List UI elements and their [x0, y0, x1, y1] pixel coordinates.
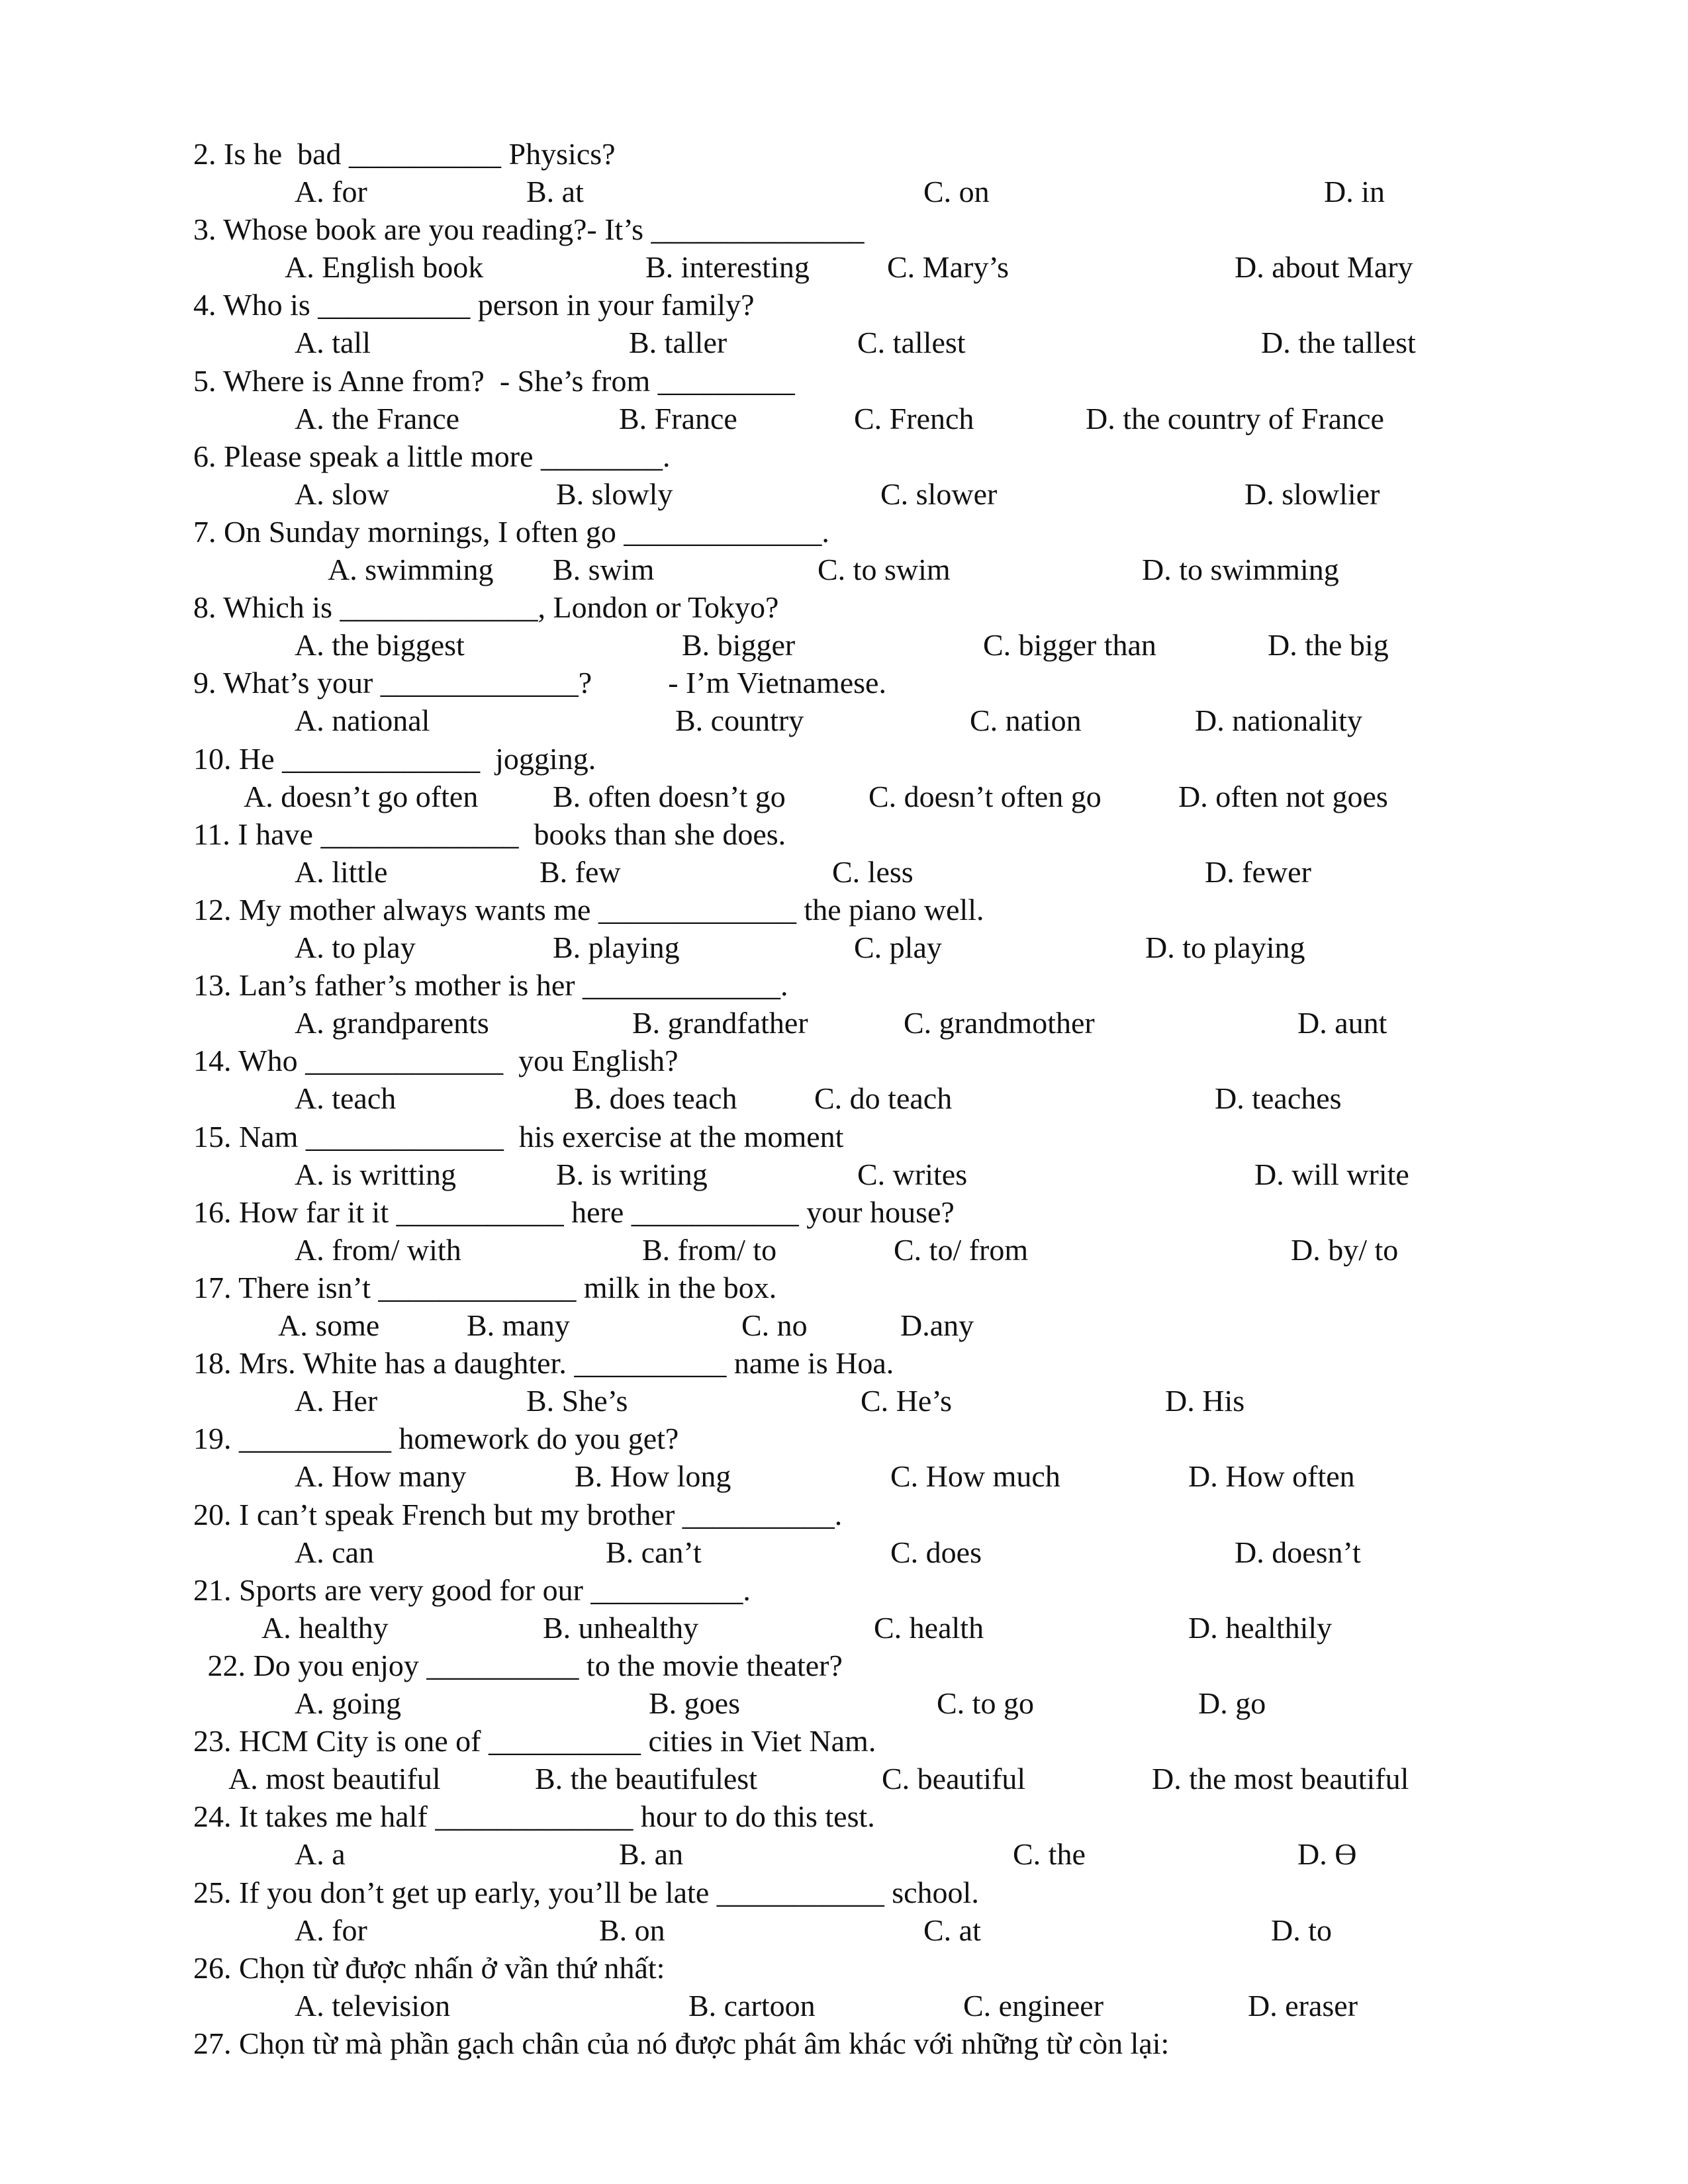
- question-text: 13. Lan’s father’s mother is her _____________.: [193, 968, 788, 1003]
- option-c: C. to go: [937, 1686, 1034, 1720]
- question-line: [0, 1571, 1688, 1610]
- question-line: [0, 1797, 1688, 1836]
- option-c: C. slower: [880, 477, 998, 511]
- option-b: B. bigger: [682, 628, 796, 662]
- option-b: B. France: [619, 401, 737, 435]
- question-line: [0, 210, 1688, 249]
- option-a: A. to play: [295, 931, 416, 964]
- option-a: A. How many: [295, 1459, 467, 1494]
- question-line: [0, 437, 1688, 476]
- option-d: D. to playing: [1145, 931, 1305, 964]
- option-a: A. teach: [295, 1081, 397, 1116]
- option-c: C. doesn’t often go: [868, 779, 1102, 813]
- option-a: A. the biggest: [295, 628, 465, 662]
- options-row: [0, 1457, 1688, 1496]
- option-b: B. She’s: [526, 1384, 628, 1418]
- option-b: B. country: [675, 704, 804, 738]
- question-line: [0, 740, 1688, 778]
- question-text: 11. I have _____________ books than she does.: [193, 817, 786, 851]
- option-c: C. on: [923, 175, 990, 208]
- option-d: D.any: [900, 1308, 974, 1342]
- question-text: 24. It takes me half _____________ hour to do this test.: [193, 1799, 875, 1834]
- option-d: D. aunt: [1297, 1006, 1387, 1040]
- question-line: [0, 1874, 1688, 1912]
- options-row: [0, 1911, 1688, 1950]
- option-d: D. the most beautiful: [1152, 1762, 1409, 1796]
- option-a: A. Her: [295, 1384, 378, 1418]
- question-text: 9. What’s your _____________? - I’m Vietnamese.: [193, 666, 886, 700]
- question-text: 12. My mother always wants me _____________ the piano well.: [193, 893, 984, 927]
- option-c: C. to swim: [818, 553, 951, 586]
- options-row: [0, 929, 1688, 967]
- options-row: [0, 1382, 1688, 1420]
- option-c: C. bigger than: [983, 628, 1156, 662]
- option-c: C. nation: [970, 704, 1082, 738]
- option-c: C. does: [890, 1535, 982, 1569]
- option-c: C. no: [741, 1308, 808, 1342]
- option-d: D. go: [1198, 1686, 1266, 1720]
- option-d: D. fewer: [1205, 854, 1311, 889]
- option-d: D. in: [1324, 175, 1385, 208]
- option-b: B. swim: [553, 553, 655, 586]
- option-d: D. about Mary: [1235, 250, 1413, 285]
- option-b: B. grandfather: [632, 1006, 808, 1040]
- option-a: A. for: [295, 1913, 367, 1947]
- option-c: C. do teach: [814, 1081, 953, 1116]
- option-b: B. does teach: [574, 1081, 737, 1116]
- option-b: B. from/ to: [642, 1232, 777, 1267]
- option-d: D. to: [1271, 1913, 1332, 1947]
- question-line: [0, 1118, 1688, 1156]
- question-text: 26. Chọn từ được nhấn ở vần thứ nhất:: [193, 1950, 665, 1985]
- option-d: D. the tallest: [1261, 326, 1416, 360]
- option-c: C. How much: [890, 1459, 1060, 1494]
- option-b: B. can’t: [606, 1535, 702, 1569]
- question-line: [0, 815, 1688, 854]
- option-b: B. How long: [575, 1459, 731, 1494]
- question-line: [0, 362, 1688, 400]
- option-a: A. healthy: [261, 1610, 389, 1645]
- option-d: D. slowlier: [1244, 477, 1380, 511]
- options-row: [0, 324, 1688, 362]
- question-line: [0, 1344, 1688, 1383]
- options-row: [0, 1609, 1688, 1647]
- option-d: D. eraser: [1248, 1988, 1358, 2023]
- option-c: C. writes: [857, 1157, 968, 1191]
- option-b: B. few: [539, 854, 621, 889]
- options-row: [0, 551, 1688, 589]
- question-line: [0, 286, 1688, 324]
- option-a: A. the France: [295, 401, 460, 435]
- options-row: [0, 1306, 1688, 1345]
- option-a: A. a: [295, 1837, 346, 1872]
- option-d: D. teaches: [1215, 1081, 1342, 1116]
- options-row: [0, 1533, 1688, 1572]
- question-line: [0, 1269, 1688, 1307]
- option-d: D. the country of France: [1086, 401, 1384, 435]
- option-d: D. to swimming: [1142, 553, 1339, 586]
- option-b: B. at: [526, 175, 584, 208]
- question-line: [0, 513, 1688, 551]
- question-text: 16. How far it it ___________ here ___________ your house?: [193, 1195, 955, 1229]
- option-a: A. going: [295, 1686, 401, 1720]
- options-row: [0, 400, 1688, 438]
- question-line: [0, 1496, 1688, 1534]
- option-a: A. some: [278, 1308, 380, 1342]
- option-b: B. on: [599, 1913, 665, 1947]
- question-line: [0, 1042, 1688, 1080]
- options-row: [0, 702, 1688, 740]
- question-line: [0, 664, 1688, 702]
- option-c: C. Mary’s: [887, 250, 1009, 285]
- option-b: B. an: [619, 1837, 684, 1872]
- option-d: D. How often: [1188, 1459, 1355, 1494]
- option-d: D. the big: [1268, 628, 1389, 662]
- option-d: D. His: [1165, 1384, 1245, 1418]
- question-line: [0, 1949, 1688, 1987]
- option-d: D. healthily: [1188, 1610, 1333, 1645]
- question-line: [0, 1722, 1688, 1760]
- options-row: [0, 1760, 1688, 1798]
- options-row: [0, 1231, 1688, 1269]
- options-row: [0, 853, 1688, 891]
- option-a: A. national: [295, 704, 430, 738]
- question-text: 22. Do you enjoy __________ to the movie theater?: [200, 1649, 843, 1682]
- option-a: A. swimming: [328, 553, 494, 586]
- options-row: [0, 1079, 1688, 1118]
- option-a: A. television: [295, 1988, 451, 2023]
- option-c: C. French: [854, 401, 974, 435]
- option-c: C. engineer: [963, 1988, 1104, 2023]
- option-d: D. Ө: [1297, 1837, 1357, 1872]
- option-c: C. less: [832, 854, 914, 889]
- options-row: [0, 248, 1688, 287]
- option-a: A. most beautiful: [228, 1762, 441, 1796]
- option-a: A. from/ with: [295, 1232, 461, 1267]
- option-a: A. can: [295, 1535, 375, 1569]
- option-a: A. little: [295, 854, 388, 889]
- question-line: [0, 891, 1688, 929]
- option-c: C. beautiful: [882, 1762, 1026, 1796]
- question-text: 6. Please speak a little more ________.: [193, 439, 671, 473]
- question-line: [0, 2025, 1688, 2063]
- option-b: B. many: [467, 1308, 570, 1342]
- options-row: [0, 626, 1688, 664]
- options-row: [0, 173, 1688, 211]
- option-d: D. often not goes: [1178, 779, 1388, 813]
- question-line: [0, 135, 1688, 173]
- option-a: A. grandparents: [295, 1006, 489, 1040]
- option-b: B. slowly: [556, 477, 673, 511]
- option-b: B. the beautifulest: [535, 1762, 757, 1796]
- question-text: 23. HCM City is one of __________ cities in Viet Nam.: [193, 1724, 876, 1758]
- options-row: [0, 1987, 1688, 2025]
- option-a: A. tall: [295, 326, 371, 360]
- question-text: 25. If you don’t get up early, you’ll be late ___________ school.: [193, 1875, 979, 1909]
- option-c: C. tallest: [857, 326, 966, 360]
- option-b: B. is writing: [556, 1157, 708, 1191]
- options-row: [0, 1004, 1688, 1042]
- option-b: B. interesting: [645, 250, 810, 285]
- question-text: 15. Nam _____________ his exercise at the moment: [193, 1119, 844, 1154]
- question-line: [0, 1647, 1688, 1685]
- option-a: A. slow: [295, 477, 390, 511]
- option-a: A. for: [295, 175, 367, 208]
- question-line: [0, 1420, 1688, 1458]
- question-text: 20. I can’t speak French but my brother __________.: [193, 1497, 843, 1531]
- question-text: 17. There isn’t _____________ milk in the box.: [193, 1271, 777, 1304]
- option-a: A. doesn’t go often: [244, 779, 479, 813]
- question-line: [0, 1193, 1688, 1232]
- question-text: 7. On Sunday mornings, I often go _____________.: [193, 515, 829, 549]
- question-text: 3. Whose book are you reading?- It’s ______________: [193, 212, 865, 247]
- option-c: C. grandmother: [904, 1006, 1095, 1040]
- options-row: [0, 778, 1688, 816]
- option-c: C. the: [1013, 1837, 1086, 1872]
- question-line: [0, 966, 1688, 1005]
- option-a: A. is writting: [295, 1157, 457, 1191]
- option-c: C. to/ from: [894, 1232, 1029, 1267]
- option-c: C. He’s: [861, 1384, 952, 1418]
- option-b: B. taller: [629, 326, 727, 360]
- question-text: 21. Sports are very good for our __________.: [193, 1572, 751, 1607]
- option-d: D. doesn’t: [1235, 1535, 1361, 1569]
- question-text: 8. Which is _____________, London or Tokyo?: [193, 590, 779, 625]
- option-c: C. at: [923, 1913, 981, 1947]
- question-text: 4. Who is __________ person in your family?: [193, 288, 755, 322]
- options-row: [0, 475, 1688, 514]
- question-text: 10. He _____________ jogging.: [193, 741, 596, 776]
- option-b: B. cartoon: [688, 1988, 816, 2023]
- question-text: 18. Mrs. White has a daughter. __________ name is Hoa.: [193, 1346, 894, 1381]
- option-d: D. nationality: [1195, 704, 1362, 738]
- option-d: D. by/ to: [1291, 1232, 1399, 1267]
- options-row: [0, 1684, 1688, 1723]
- option-b: B. playing: [553, 931, 680, 964]
- question-text: 27. Chọn từ mà phần gạch chân của nó được phát âm khác với những từ còn lại:: [193, 2026, 1170, 2060]
- option-d: D. will write: [1254, 1157, 1409, 1191]
- option-b: B. goes: [649, 1686, 740, 1720]
- option-a: A. English book: [285, 250, 484, 285]
- question-text: 19. __________ homework do you get?: [193, 1422, 679, 1456]
- options-row: [0, 1156, 1688, 1194]
- question-text: 5. Where is Anne from? - She’s from _________: [193, 363, 795, 398]
- question-line: [0, 588, 1688, 627]
- option-c: C. play: [854, 931, 942, 964]
- question-text: 2. Is he bad __________ Physics?: [193, 137, 616, 171]
- option-b: B. often doesn’t go: [553, 779, 786, 813]
- options-row: [0, 1835, 1688, 1874]
- option-c: C. health: [874, 1610, 984, 1645]
- option-b: B. unhealthy: [543, 1610, 699, 1645]
- question-text: 14. Who _____________ you English?: [193, 1044, 679, 1078]
